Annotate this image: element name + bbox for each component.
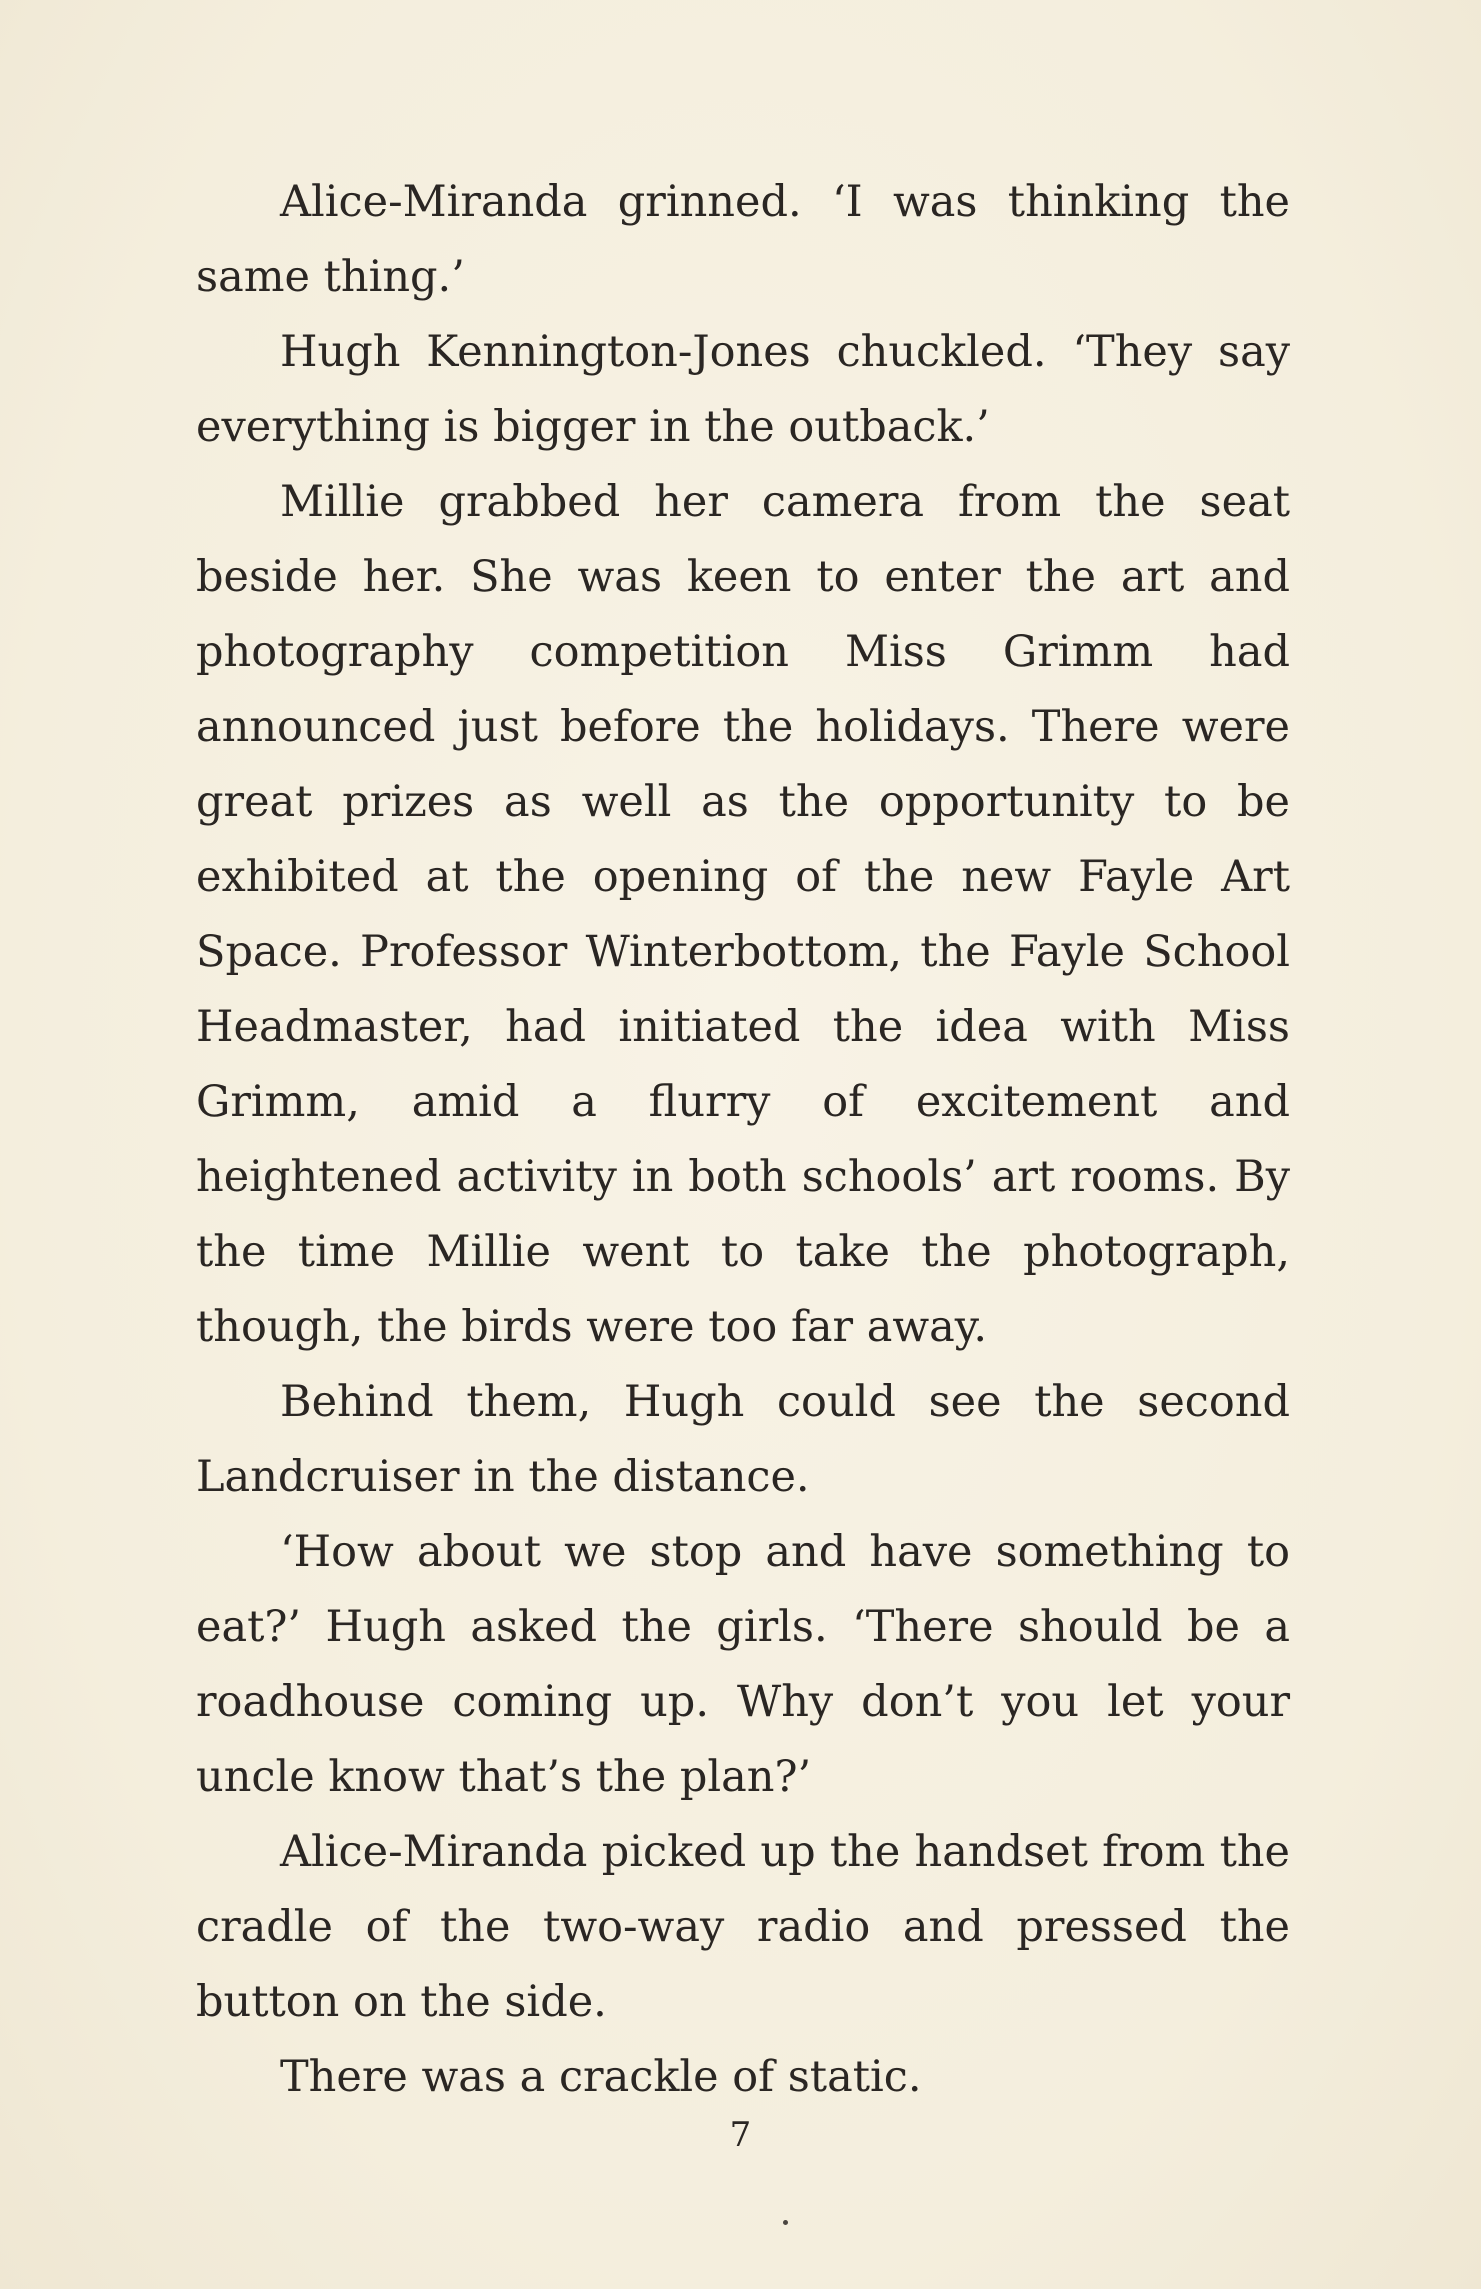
paragraph: Behind them, Hugh could see the second Landcruiser in the distance. <box>196 1377 1290 1502</box>
paragraph: Alice-Miranda grinned. ‘I was thinking the same thing.’ <box>196 177 1290 302</box>
page-number: 7 <box>729 2115 752 2155</box>
paper-speck <box>783 2220 788 2225</box>
paragraph: ‘How about we stop and have something to eat?’ Hugh asked the girls. ‘There should be a roadhouse coming up. Why don’t you let your uncle know that’s the plan?’ <box>196 1527 1290 1802</box>
paragraph: There was a crackle of static. <box>280 2052 922 2102</box>
paragraph: Millie grabbed her camera from the seat beside her. She was keen to enter the art and photography competition Miss Grimm had announced just before the holidays. There were great prizes as well as the opportunity to be exhibited at the opening of the new Fayle Art Space. Professor Winterbottom, the Fayle School Headmaster, had initiated the idea with Miss Grimm, amid a flurry of excitement and heightened activity in both schools’ art rooms. By the time Millie went to take the photograph, though, the birds were too far away. <box>196 477 1290 1352</box>
paragraph: Hugh Kennington-Jones chuckled. ‘They say everything is bigger in the outback.’ <box>196 327 1290 452</box>
paragraph: Alice-Miranda picked up the handset from the cradle of the two-way radio and pressed the button on the side. <box>196 1827 1290 2027</box>
body-text <box>196 165 1290 2115</box>
